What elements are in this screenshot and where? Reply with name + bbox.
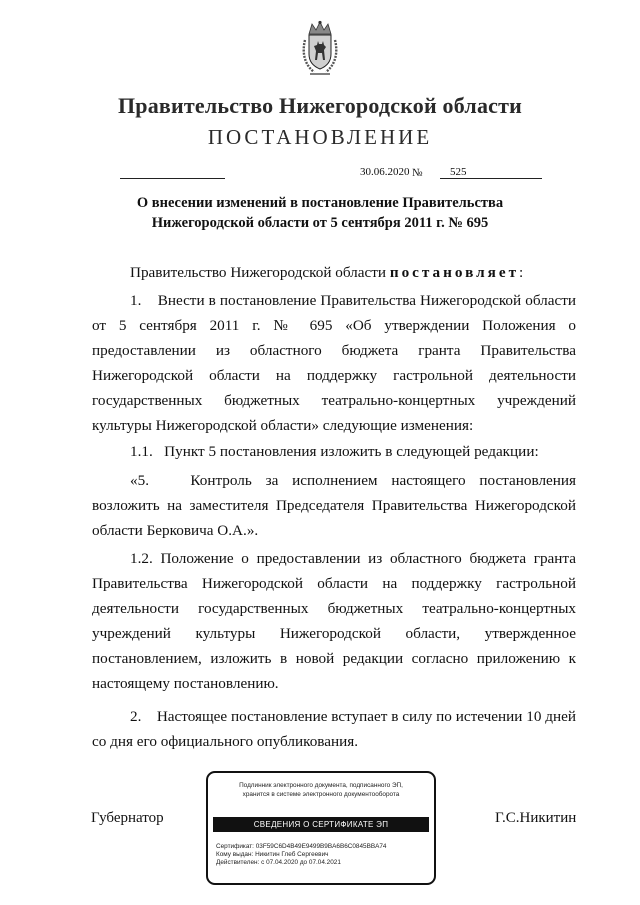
number-sign: №: [412, 167, 423, 179]
intro-paragraph: Правительство Нижегородской области постановляет:: [130, 264, 524, 281]
coat-of-arms-icon: [300, 20, 340, 76]
electronic-signature-stamp: [206, 771, 436, 885]
date-blank-line: [120, 178, 225, 179]
government-title: Правительство Нижегородской области: [117, 93, 522, 118]
paragraph-2: 2. Настоящее постановление вступает в силу по истечении 10 дней со дня его официального опубликования.: [92, 708, 576, 750]
stamp-validity: Действителен: с 07.04.2020 до 07.04.2021: [216, 859, 341, 866]
stamp-header: СВЕДЕНИЯ О СЕРТИФИКАТЕ ЭП: [213, 817, 429, 832]
subject-line-2: Нижегородской области от 5 сентября 2011 г. № 695: [151, 215, 489, 231]
paragraph-1-1: 1.1. Пункт 5 постановления изложить в следующей редакции:: [130, 443, 539, 460]
decree-keyword: постановляет: [389, 264, 520, 281]
document-subject: [70, 193, 570, 233]
paragraph-1-1-quote: «5. Контроль за исполнением настоящего постановления возложить на заместителя Председателя Правительства Нижегородской области Берковича О.А.».: [92, 472, 576, 539]
paragraph-1-2: 1.2. Положение о предоставлении из областного бюджета гранта Правительства Нижегородской области на поддержку гастрольной деятельности государственных бюджетных театрально-концертных учреждений культуры Нижегородской области, утвержденное постановлением, изложить в новой редакции согласно приложению к настоящему постановлению.: [92, 550, 576, 692]
subject-line-1: О внесении изменений в постановление Правительства: [136, 195, 504, 211]
signatory-name: Г.С.Никитин: [495, 810, 577, 826]
document-number: 525: [450, 166, 467, 178]
paragraph-1: 1. Внести в постановление Правительства Нижегородской области от 5 сентября 2011 г. № 695 «Об утверждении Положения о предоставлении из областного бюджета гранта Правительства Нижегородской области на поддержку гастрольной деятельности государственных бюджетных театрально-концертных учреждений культуры Нижегородской области» следующие изменения:: [92, 292, 576, 434]
signatory-position: Губернатор: [91, 810, 164, 826]
number-underline: [440, 178, 542, 179]
document-type: ПОСТАНОВЛЕНИЕ: [207, 125, 433, 149]
stamp-issued-to: Кому выдан: Никитин Глеб Сергеевич: [216, 851, 329, 858]
document-date: 30.06.2020: [360, 166, 410, 178]
stamp-certificate: Сертификат: 03F59C6D4B49E9499B9BA6B6C0845BBA74: [216, 843, 387, 850]
stamp-note: Подлинник электронного документа, подписанного ЭП, хранится в системе электронного документооборота: [239, 782, 403, 798]
